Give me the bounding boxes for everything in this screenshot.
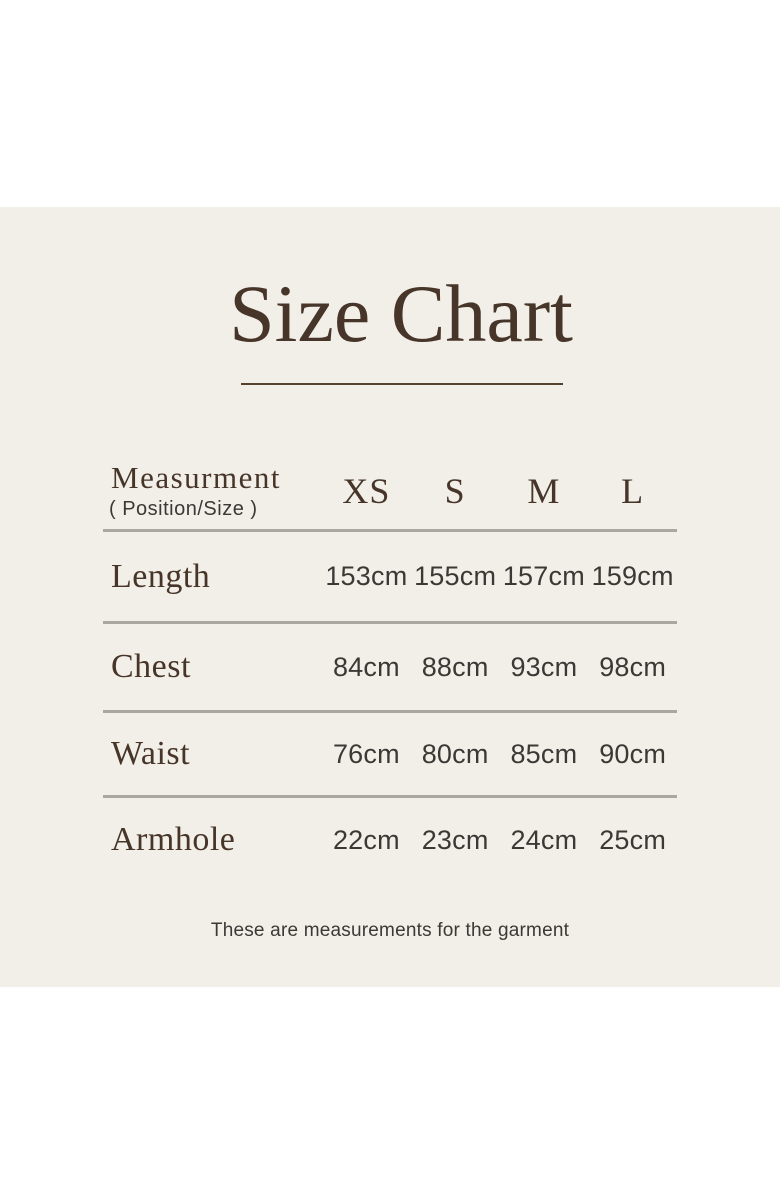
column-header-m: M [527, 471, 561, 511]
waist-m-value: 85cm [510, 738, 578, 769]
footer-note: These are measurements for the garment [210, 920, 570, 941]
measurement-header-sublabel: ( Position/Size ) [109, 498, 258, 521]
size-table [103, 453, 677, 882]
waist-xs-value: 76cm [332, 738, 400, 769]
row-label-armhole: Armhole [111, 821, 236, 858]
length-m-value: 157cm [502, 561, 585, 591]
table-row-waist [103, 713, 677, 798]
column-header-xs: XS [342, 471, 391, 511]
armhole-m-value: 24cm [510, 824, 578, 855]
length-xs-value: 153cm [325, 561, 408, 591]
waist-l-value: 90cm [599, 738, 667, 769]
armhole-s-value: 23cm [421, 824, 489, 855]
column-header-s: S [444, 471, 466, 511]
column-header-l: L [621, 471, 645, 511]
table-row-armhole [103, 798, 677, 882]
chest-xs-value: 84cm [332, 651, 400, 682]
size-chart-card [0, 207, 780, 987]
table-row-length [103, 532, 677, 624]
length-l-value: 159cm [591, 561, 674, 591]
armhole-xs-value: 22cm [332, 824, 400, 855]
row-label-waist: Waist [111, 735, 191, 772]
row-label-length: Length [111, 557, 211, 595]
armhole-l-value: 25cm [599, 824, 667, 855]
chest-l-value: 98cm [599, 651, 667, 682]
chest-m-value: 93cm [510, 651, 578, 682]
waist-s-value: 80cm [421, 738, 489, 769]
table-row-chest [103, 624, 677, 713]
page-title: Size Chart [229, 268, 573, 359]
length-s-value: 155cm [414, 561, 497, 591]
header-measurement-cell [103, 461, 322, 521]
row-label-chest: Chest [111, 648, 191, 685]
table-header-row [103, 453, 677, 532]
chest-s-value: 88cm [421, 651, 489, 682]
title-underline [241, 383, 563, 385]
measurement-header-label: Measurment [111, 459, 281, 495]
